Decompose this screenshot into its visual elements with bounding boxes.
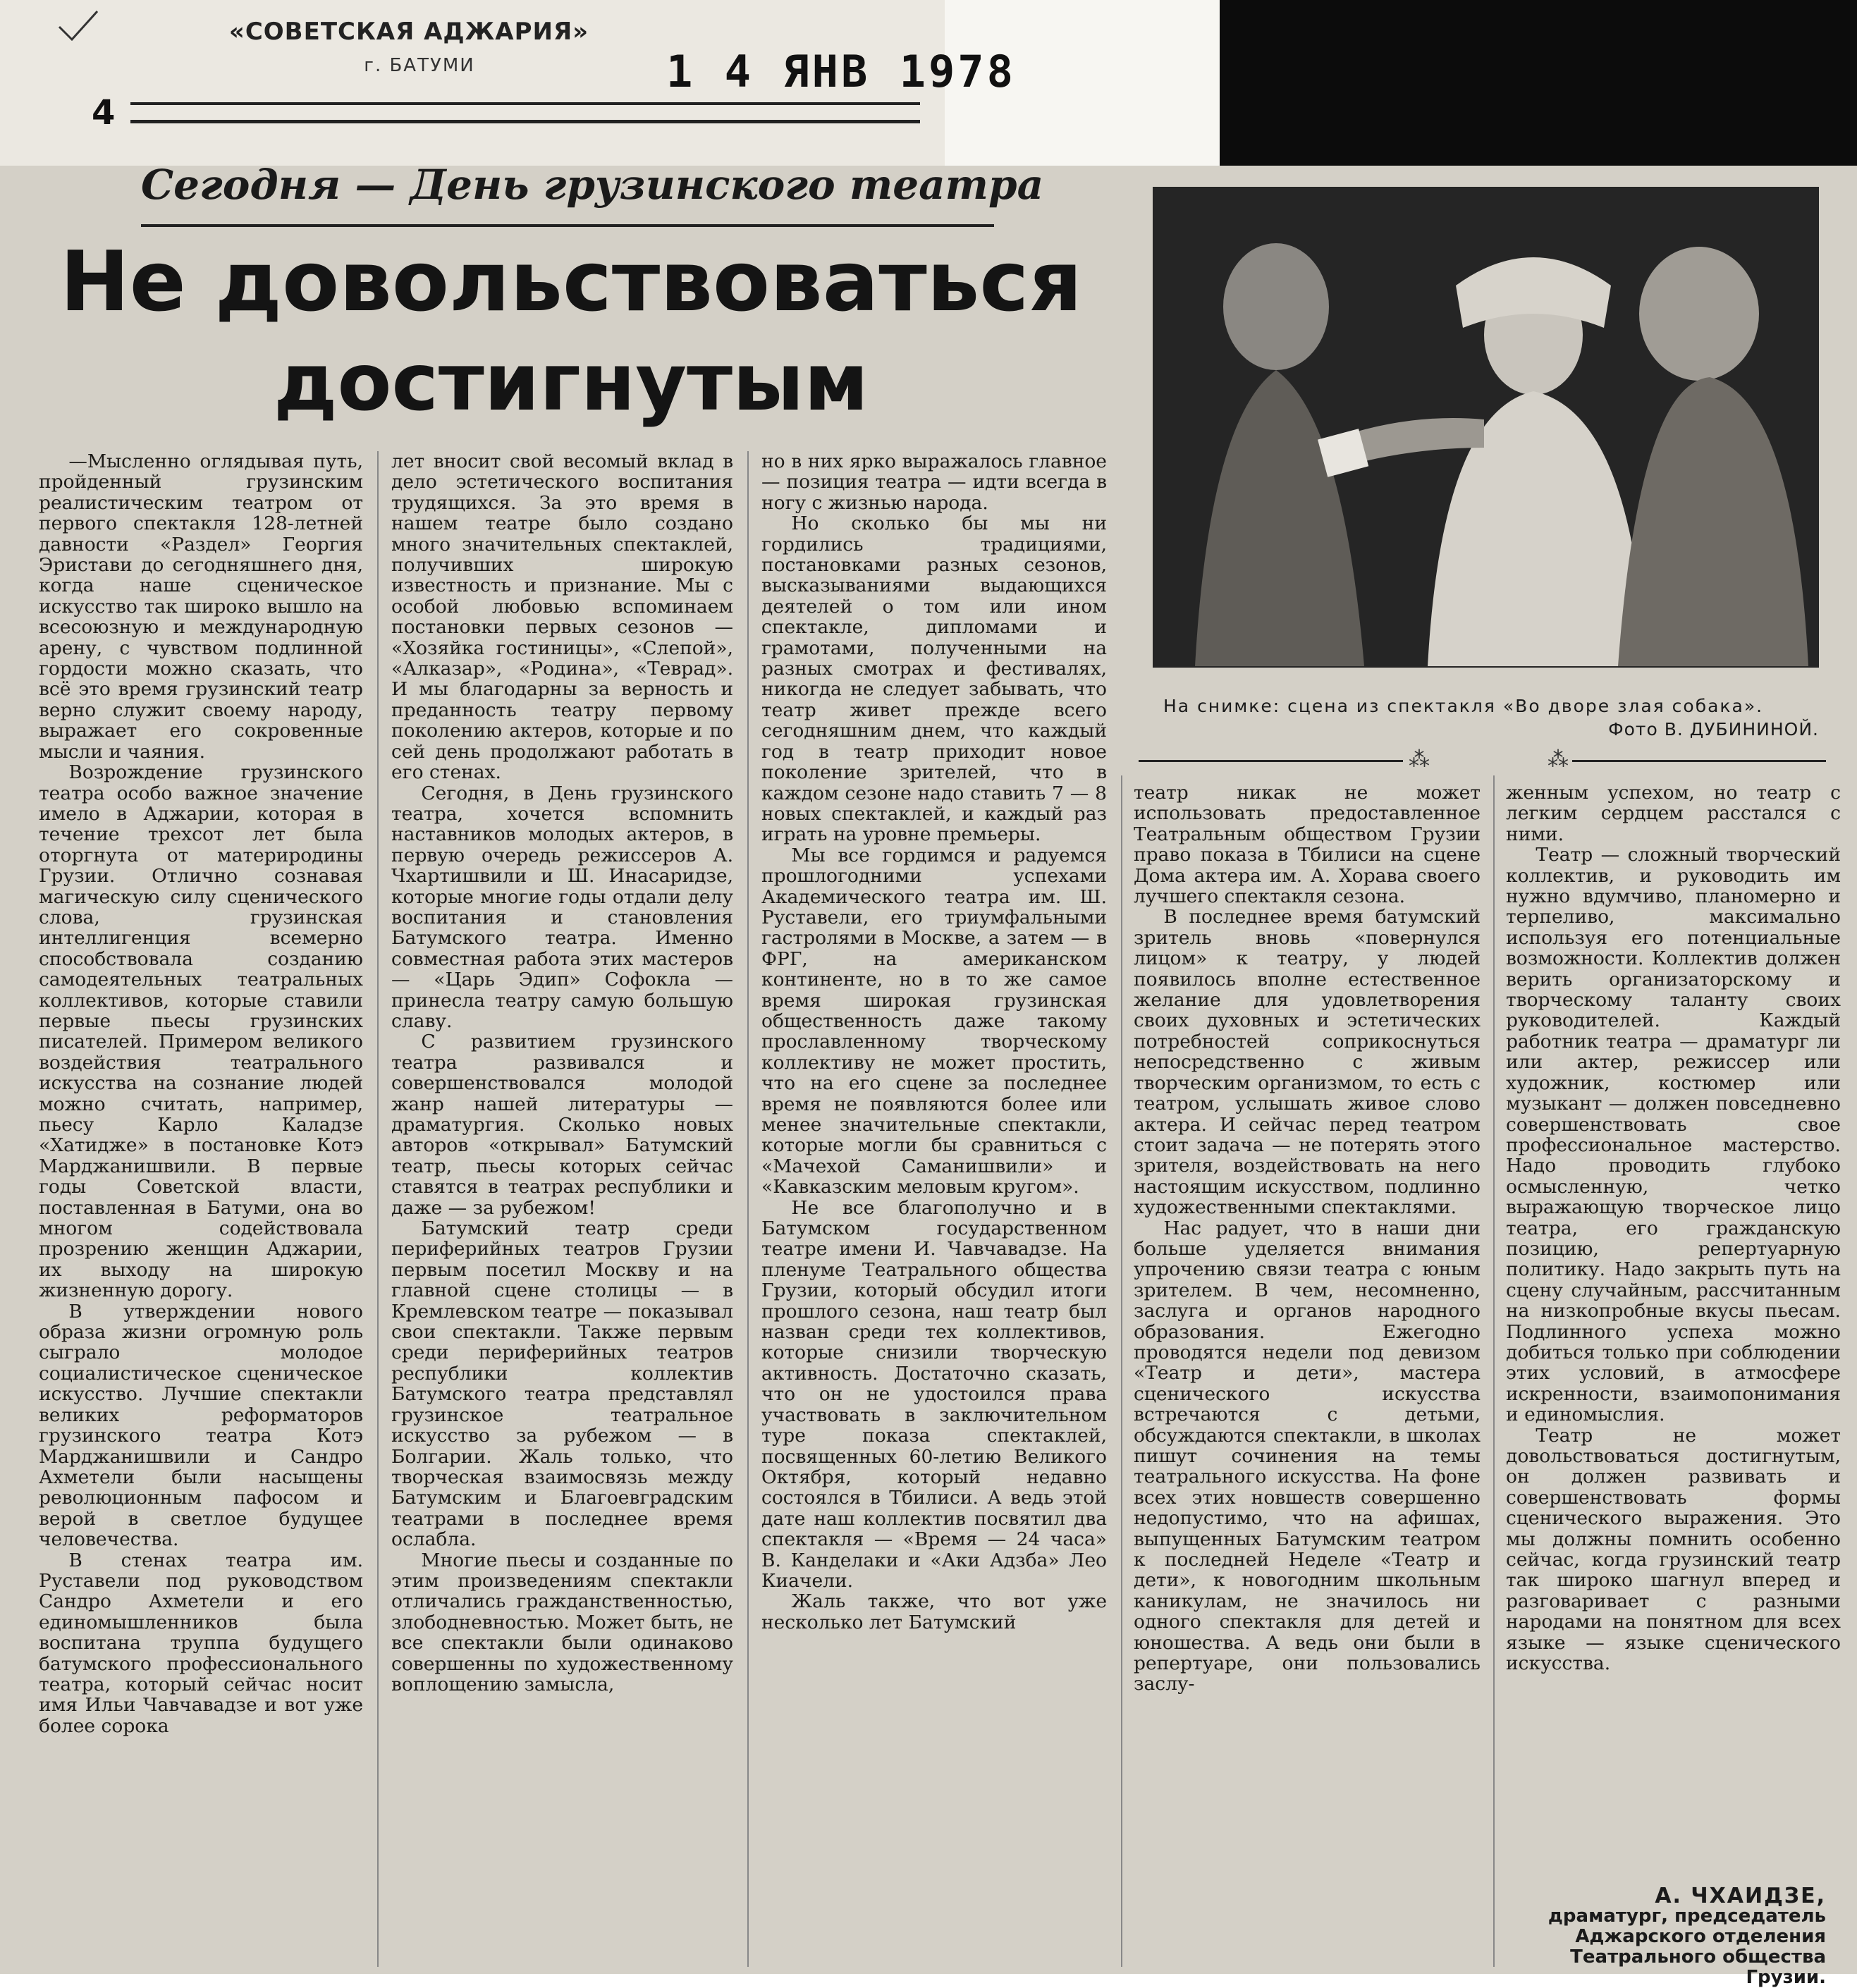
author-name: А. ЧХАИДЗЕ, bbox=[1655, 1884, 1826, 1908]
paragraph: женным успехом, но театр с легким сердцем расстался с ними. bbox=[1506, 783, 1841, 845]
date-stamp: 1 4 ЯНВ 1978 bbox=[666, 46, 1016, 97]
theatre-scene-photo bbox=[1153, 187, 1819, 668]
paragraph: Сегодня, в День грузинского театра, хочется вспомнить наставников молодых актеров, в первую очередь режиссеров А. Чхартишвили и Ш. Инасаридзе, которые многие годы отдали делу воспитания и становления Батумского театра. Именно совместная работа этих мастеров — «Царь Эдип» Софокла — принесла театру самую большую славу. bbox=[391, 782, 733, 1032]
paragraph: В стенах театра им. Руставели под руководством Сандро Ахметели и его единомышленников была воспитана труппа будущего батумского профессионального театра, который сейчас носит имя Ильи Чавчавадзе и вот уже более сорока bbox=[39, 1549, 363, 1737]
column-divider-1 bbox=[377, 451, 379, 1967]
column-divider-4 bbox=[1493, 775, 1495, 1967]
photo-credit: Фото В. ДУБИНИНОЙ. bbox=[1608, 719, 1819, 740]
paragraph: Театр — сложный творческий коллектив, и руководить им нужно вдумчиво, планомерно и терпеливо, максимально используя его потенциальные возможности. Коллектив должен верить организаторскому и творческому таланту своих руководителей. Каждый работник театра — драматург ли или актер, режиссер или художник, костюмер или музыкант — должен повседневно совершенствовать свое профессиональное мастерство. Надо проводить глубоко осмысленную, четко выражающую творческое лицо театра, его гражданскую позицию, репертуарную политику. Надо закрыть путь на сцену случайным, рассчитанным на низкопробные вкусы пьесам. Подлинного успеха можно добиться только при соблюдении этих условий, в атмосфере искренности, взаимопонимания и единомыслия. bbox=[1506, 844, 1841, 1426]
rubric-underline bbox=[141, 224, 994, 227]
check-mark-icon bbox=[56, 8, 99, 44]
ornament-left: ⁂ bbox=[1409, 747, 1430, 772]
paragraph: В утверждении нового образа жизни огромную роль сыграло молодое социалистическое сценическое искусство. Лучшие спектакли великих реформаторов грузинского театра Котэ Марджанишвили и Сандро Ахметели были насыщены революционным пафосом и верой в светлое будущее человечества. bbox=[39, 1300, 363, 1551]
photo-figures bbox=[1153, 187, 1819, 668]
paragraph: театр никак не может использовать предоставленное Театральным обществом Грузии право показа в Тбилиси на сцене Дома актера им. А. Хорава своего лучшего спектакля сезона. bbox=[1134, 783, 1481, 908]
article-column-2 bbox=[391, 451, 733, 1967]
caption-text: На снимке: сцена из спектакля «Во дворе злая собака». bbox=[1163, 696, 1764, 716]
page-number: 4 bbox=[92, 93, 116, 133]
paragraph: Не все благополучно и в Батумском государственном театре имени И. Чавчавадзе. На пленуме Театрального общества Грузии, который обсудил итоги прошлого сезона, наш театр был назван среди тех коллективов, которые снизили творческую активность. Достаточно сказать, что он не удостоился права участвовать в заключительном туре показа спектаклей, посвященных 60-летию Великого Октября, который недавно состоялся в Тбилиси. А ведь этой дате наш коллектив посвятил два спектакля — «Время — 24 часа» В. Канделаки и «Аки Адзба» Лео Киачели. bbox=[761, 1196, 1107, 1592]
ornament-right: ⁂ bbox=[1548, 747, 1569, 772]
photo-caption bbox=[1163, 694, 1819, 740]
source-city: г. БАТУМИ bbox=[364, 55, 475, 76]
article-column-1 bbox=[39, 451, 363, 1967]
article-column-4 bbox=[1134, 783, 1481, 1967]
photo-section-rule-right bbox=[1572, 760, 1826, 762]
source-newspaper: «СОВЕТСКАЯ АДЖАРИЯ» bbox=[228, 18, 589, 46]
header-rule-bottom bbox=[130, 120, 920, 123]
headline-line-1: Не довольствоваться bbox=[59, 233, 1083, 330]
header-rule-top bbox=[130, 102, 920, 105]
paragraph: С развитием грузинского театра развивался и совершенствовался молодой жанр нашей литературы — драматургия. Сколько новых авторов «открывал» Батумский театр, пьесы которых сейчас ставятся в театрах республики и даже — за рубежом! bbox=[391, 1031, 733, 1219]
paragraph: Но сколько бы мы ни гордились традициями, постановками разных сезонов, высказываниями выдающихся деятелей о том или ином спектакле, дипломами и грамотами, полученными на разных смотрах и фестивалях, никогда не следует забывать, что театр живет прежде всего сегодняшним днем, что каждый год в театр приходит новое поколение зрителей, что в каждом сезоне надо ставить 7 — 8 новых спектаклей, и каждый раз играть на уровне премьеры. bbox=[761, 513, 1107, 846]
paragraph: —Мысленно оглядывая путь, пройденный грузинским реалистическим театром от первого спектакля 128-летней давности «Раздел» Георгия Эристави до сегодняшнего дня, когда наше сценическое искусство так широко вышло на всесоюзную и международную арену, с чувством подлинной гордости можно сказать, что всё это время грузинский театр верно служит своему народу, выражает его сокровенные мысли и чаяния. bbox=[39, 451, 363, 763]
paragraph: Нас радует, что в наши дни больше уделяется внимания упрочению связи театра с юным зрителем. В чем, несомненно, заслуга и органов народного образования. Ежегодно проводятся недели под девизом «Театр и дети», мастера сценического искусства встречаются с детьми, обсуждаются спектакли, в школах пишут сочинения на темы театрального искусства. На фоне всех этих новшеств совершенно недопустимо, что на афишах, выпущенных Батумским театром к последней Неделе «Театр и дети», к новогодним школьным каникулам, не значилось ни одного спектакля для детей и юношества. А ведь они были в репертуаре, они пользовались заслу- bbox=[1134, 1217, 1481, 1695]
background-corner bbox=[1220, 0, 1857, 166]
article-column-3 bbox=[761, 451, 1107, 1967]
paragraph: Многие пьесы и созданные по этим произведениям спектакли отличались гражданственностью, злободневностью. Может быть, не все спектакли были одинаково совершенны по художественному воплощению замысла, bbox=[391, 1549, 733, 1695]
author-title: драматург, председатель Аджарского отделения Театрального общества Грузии. bbox=[1548, 1906, 1826, 1988]
paragraph: Мы все гордимся и радуемся прошлогодними успехами Академического театра им. Ш. Руставели, его триумфальными гастролями в Москве, а затем — в ФРГ, на американском континенте, но в то же самое время широкая грузинская общественность даже такому прославленному творческому коллективу не может простить, что на его сцене за последнее время не появляются более или менее значительные спектакли, которые могли бы сравниться с «Мачехой Саманишвили» и «Кавказским меловым кругом». bbox=[761, 844, 1107, 1198]
column-divider-3 bbox=[1121, 775, 1122, 1967]
article-column-5 bbox=[1506, 783, 1841, 1879]
rubric: Сегодня — День грузинского театра bbox=[141, 161, 1044, 209]
photo-section-rule-left bbox=[1139, 760, 1403, 762]
column-divider-2 bbox=[747, 451, 749, 1967]
headline-line-2: достигнутым bbox=[274, 337, 869, 429]
paragraph: В последнее время батумский зритель вновь «повернулся лицом» к театру, у людей появилось вполне естественное желание для удовлетворения своих духовных и эстетических потребностей соприкоснуться непосредственно с живым творческим организмом, то есть с театром, услышать живое слово актера. И сейчас перед театром стоит задача — не потерять этого зрителя, воздействовать на него настоящим искусством, подлинно художественными спектаклями. bbox=[1134, 906, 1481, 1219]
paragraph: лет вносит свой весомый вклад в дело эстетического воспитания трудящихся. За это время в нашем театре было создано много значительных спектаклей, получивших широкую известность и признание. Мы с особой любовью вспоминаем постановки первых сезонов — «Хозяйка гостиницы», «Слепой», «Алказар», «Родина», «Теврад». И мы благодарны за верность и преданность театру первому поколению актеров, которые и по сей день продолжают работать в его стенах. bbox=[391, 451, 733, 784]
paragraph: Театр не может довольствоваться достигнутым, он должен развивать и совершенствовать формы сценического выражения. Это мы должны помнить особенно сейчас, когда грузинский театр так широко шагнул вперед и разговаривает с разными народами на понятном для всех языке — языке сценического искусства. bbox=[1506, 1424, 1841, 1675]
author-signature bbox=[1530, 1886, 1826, 1988]
paragraph: Жаль также, что вот уже несколько лет Батумский bbox=[761, 1590, 1107, 1633]
paragraph: Возрождение грузинского театра особо важное значение имело в Аджарии, которая в течение трехсот лет была оторгнута от материродины Грузии. Отлично сознавая магическую силу сценического слова, грузинская интеллигенция всемерно способствовала созданию самодеятельных театральных коллективов, которые ставили первые пьесы грузинских писателей. Примером великого воздействия театрального искусства на сознание людей можно считать, например, пьесу Карло Каладзе «Хатидже» в постановке Котэ Марджанишвили. В первые годы Советской власти, поставленная в Батуми, она во многом содействовала прозрению женщин Аджарии, их выходу на широкую жизненную дорогу. bbox=[39, 761, 363, 1302]
paragraph: но в них ярко выражалось главное — позиция театра — идти всегда в ногу с жизнью народа. bbox=[761, 451, 1107, 514]
paragraph: Батумский театр среди периферийных театров Грузии первым посетил Москву и на главной сцене столицы — в Кремлевском театре — показывал свои спектакли. Также первым среди периферийных театров республики коллектив Батумского театра представлял грузинское театральное искусство за рубежом — в Болгарии. Жаль только, что творческая взаимосвязь между Батумским и Благоевградским театрами в последнее время ослабла. bbox=[391, 1217, 733, 1551]
